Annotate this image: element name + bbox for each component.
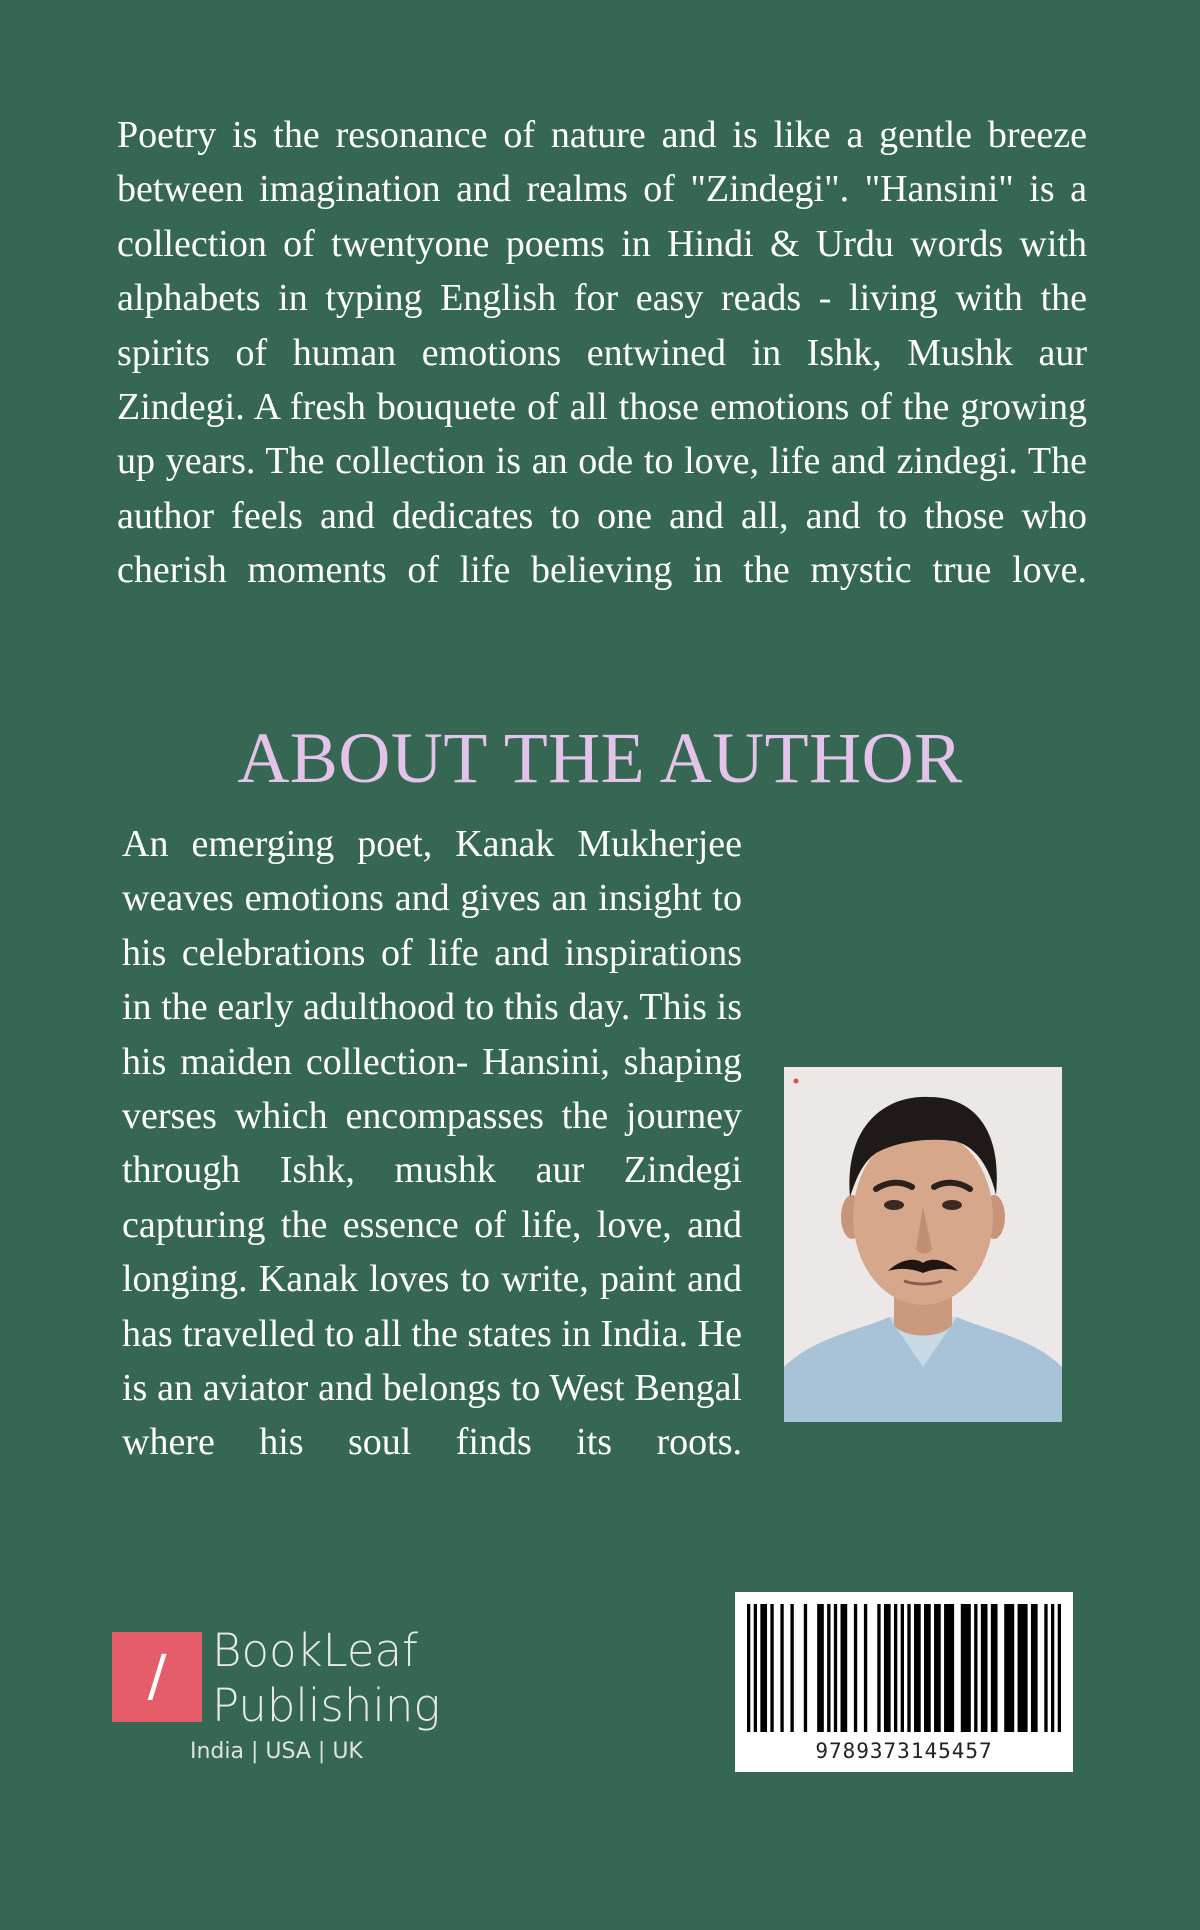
barcode-bar	[924, 1604, 931, 1732]
barcode-bars	[747, 1604, 1061, 1732]
publisher-name	[212, 1623, 440, 1733]
barcode-bar	[1044, 1604, 1047, 1732]
barcode-bar	[854, 1604, 857, 1732]
barcode-bar	[934, 1604, 941, 1732]
barcode-bar	[834, 1604, 837, 1732]
barcode-bar	[827, 1604, 830, 1732]
barcode-bar	[961, 1604, 971, 1732]
barcode-bar	[877, 1604, 880, 1732]
barcode-bar	[864, 1604, 867, 1732]
barcode-bar	[914, 1604, 921, 1732]
publisher-logo-mark	[112, 1632, 202, 1722]
barcode-bar	[817, 1604, 824, 1732]
barcode-bar	[780, 1604, 783, 1732]
barcode-bar	[1031, 1604, 1038, 1732]
publisher-name-line1: BookLeaf	[212, 1624, 418, 1677]
about-author-heading: ABOUT THE AUTHOR	[237, 718, 963, 798]
book-blurb: Poetry is the resonance of nature and is like a gentle breeze between imagination and realms of "Zindegi". "Hansini" is a collection of twentyone poems in Hindi & Urdu words with alphabets in typing English for easy reads - living with the spirits of human emotions entwined in Ishk, Mushk aur Zindegi. A fresh bouquete of all those emotions of the growing up years. The collection is an ode to love, life and zindegi. The author feels and dedicates to one and all, and to those who cherish moments of life believing in the mystic true love.	[117, 114, 1087, 592]
publisher-regions: India | USA | UK	[190, 1739, 363, 1764]
barcode-bar	[841, 1604, 848, 1732]
publisher-name-line2: Publishing	[212, 1679, 441, 1732]
author-bio: An emerging poet, Kanak Mukherjee weaves emotions and gives an insight to his celebrations of life and inspirations in the early adulthood to this day. This is his maiden collection- Hansini, shaping verses which encompasses the journey through Ishk, mushk aur Zindegi capturing the essence of life, love, and longing. Kanak loves to write, paint and has travelled to all the states in India. He is an aviator and belongs to West Bengal where his soul finds its roots.	[122, 823, 742, 1464]
isbn-number: 9789373145457	[815, 1739, 993, 1763]
barcode-bar	[991, 1604, 998, 1732]
barcode-bar	[1051, 1604, 1054, 1732]
barcode-bar	[1058, 1604, 1061, 1732]
barcode-bar	[901, 1604, 904, 1732]
slash-icon: /	[147, 1644, 167, 1709]
barcode-bar	[790, 1604, 793, 1732]
barcode-bar	[944, 1604, 954, 1732]
barcode-bar	[754, 1604, 757, 1732]
barcode-bar	[907, 1604, 910, 1732]
barcode-bar	[760, 1604, 767, 1732]
barcode-bar	[974, 1604, 977, 1732]
barcode-bar	[1004, 1604, 1014, 1732]
barcode-bar	[894, 1604, 897, 1732]
barcode-bar	[747, 1604, 750, 1732]
barcode-bar	[981, 1604, 988, 1732]
barcode-bar	[884, 1604, 891, 1732]
barcode-bar	[770, 1604, 773, 1732]
author-photo	[784, 1067, 1062, 1422]
barcode-bar	[804, 1604, 807, 1732]
barcode-bar	[1018, 1604, 1028, 1732]
isbn-barcode	[735, 1592, 1073, 1772]
